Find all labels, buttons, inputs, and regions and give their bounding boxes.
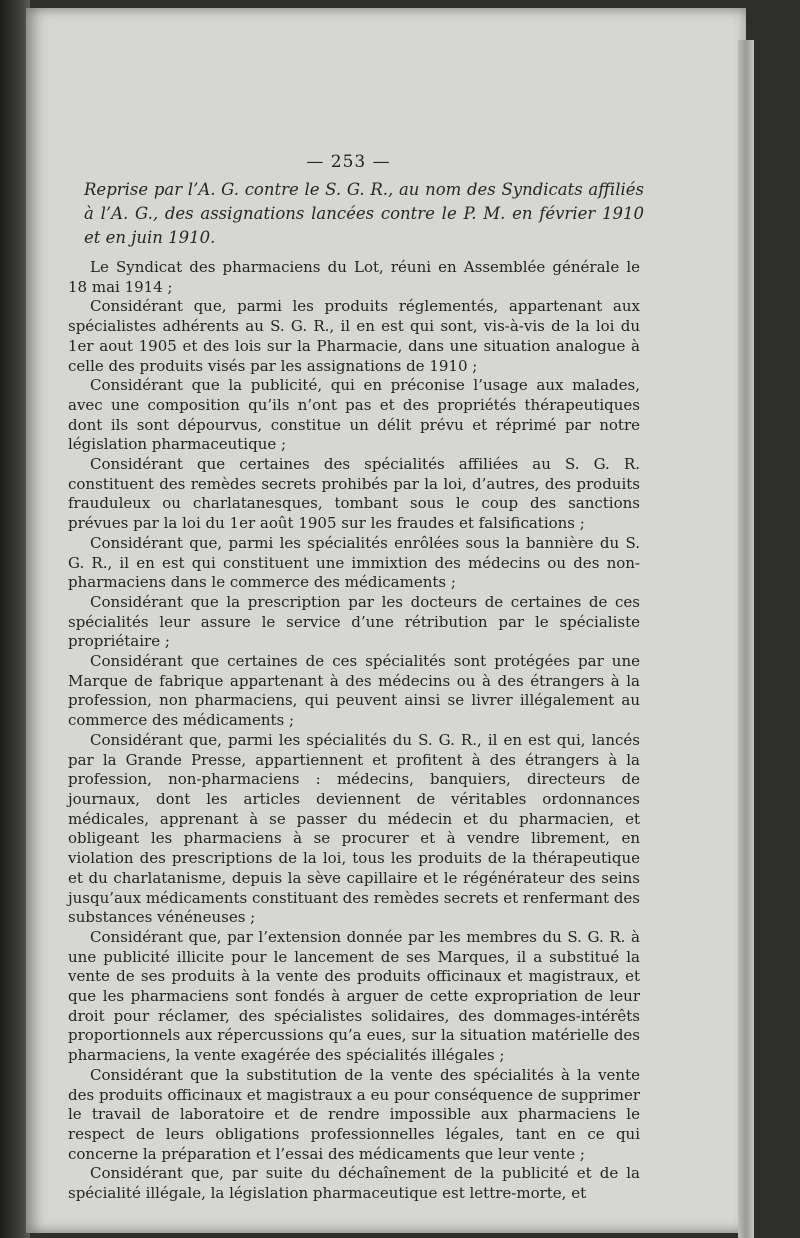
body-text — [68, 258, 640, 1204]
paragraph: Considérant que certaines des spécialités affiliées au S. G. R. constituent des remèdes secrets prohibés par la loi, d’autres, des produits frauduleux ou charlatanesques, tombant sous le coup des sanctions prévues par la loi du 1er août 1905 sur les fraudes et falsifications ; — [68, 455, 640, 533]
paragraph: Considérant que la substitution de la vente des spécialités à la vente des produits officinaux et magistraux a eu pour conséquence de supprimer le travail de laboratoire et de rendre impossible aux pharmaciens le respect de leurs obligations professionnelles légales, tant en ce qui concerne la préparation et l’essai des médicaments que leur vente ; — [68, 1065, 640, 1163]
paragraph: Considérant que la publicité, qui en préconise l’usage aux malades, avec une composition qu’ils n’ont pas et des propriétés thérapeutiques dont ils sont dépourvus, constitue un délit prévu et réprimé par notre législation pharmaceutique ; — [68, 376, 640, 454]
paragraph: Considérant que, parmi les spécialités enrôlées sous la bannière du S. G. R., il en est qui constituent une immixtion des médecins ou des non-pharmaciens dans le commerce des médicaments ; — [68, 533, 640, 592]
paragraph: Le Syndicat des pharmaciens du Lot, réuni en Assemblée générale le 18 mai 1914 ; — [68, 258, 640, 296]
paragraph: Considérant que la prescription par les docteurs de certaines de ces spécialités leur assure le service d’une rétribution par le spécialiste propriétaire ; — [68, 592, 640, 651]
page-number: — 253 — — [306, 152, 391, 172]
paragraph: Considérant que, parmi les produits réglementés, appartenant aux spécialistes adhérents au S. G. R., il en est qui sont, vis-à-vis de la loi du 1er aout 1905 et des lois sur la Pharmacie, dans une situation analogue à celle des produits visés par les assignations de 1910 ; — [68, 297, 640, 375]
paragraph: Considérant que, par suite du déchaînement de la publicité et de la spécialité illégale, la législation pharmaceutique est lettre-morte, et — [68, 1164, 640, 1203]
page-stack-edge — [738, 40, 754, 1238]
paragraph: Considérant que, parmi les spécialités du S. G. R., il en est qui, lancés par la Grande Presse, appartiennent et profitent à des étrangers à la profession, non-pharmaciens : médecins, banquiers, directeurs de journaux, dont les articles deviennent de véritables ordonnances médicales, apprenant à se passer du médecin et du pharmacien, et obligeant les pharmaciens à se procurer et à vendre librement, en violation des prescriptions de la loi, tous les produits de la thérapeutique et du charlatanisme, depuis la sève capillaire et le régénérateur des seins jusqu’aux médicaments constituant des remèdes secrets et renfermant des substances vénéneuses ; — [68, 730, 641, 927]
section-heading: Reprise par l’A. G. contre le S. G. R., au nom des Syndicats affiliés à l’A. G., des assignations lancées contre le P. M. en février 1910 et en juin 1910. — [84, 180, 644, 247]
paragraph: Considérant que, par l’extension donnée par les membres du S. G. R. à une publicité illicite pour le lancement de ses Marques, il a substitué la vente de ses produits à la vente des produits officinaux et magistraux, et que les pharmaciens sont fondés à arguer de cette expropriation de leur droit pour réclamer, des spécialistes solidaires, des dommages-intérêts proportionnels aux répercussions qu’a eues, sur la situation matérielle des pharmaciens, la vente exagérée des spécialités illégales ; — [68, 927, 640, 1065]
paper-page — [26, 8, 746, 1233]
paragraph: Considérant que certaines de ces spécialités sont protégées par une Marque de fabrique appartenant à des médecins ou à des étrangers à la profession, non pharmaciens, qui peuvent ainsi se livrer illégalement au commerce des médicaments ; — [68, 652, 640, 730]
